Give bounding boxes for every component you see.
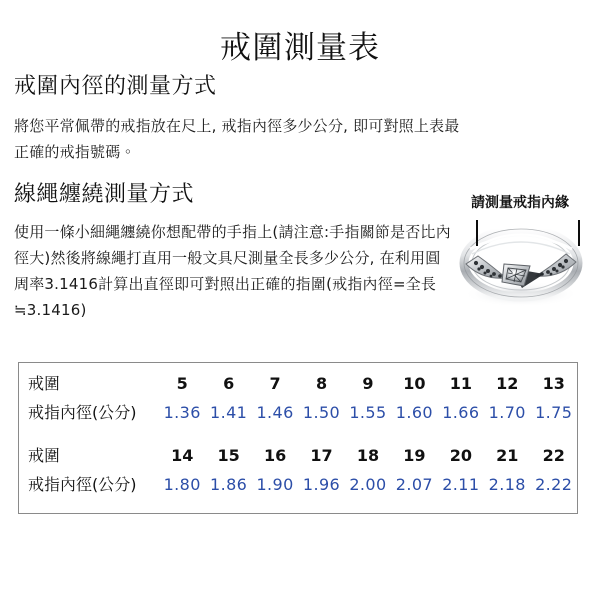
table-row	[19, 369, 577, 398]
diameter-cells	[159, 470, 577, 499]
ring-figure-caption: 請測量戒指內緣	[471, 195, 569, 211]
size-cell: 22	[542, 446, 565, 465]
section-body-string-method: 使用一條小細繩纏繞你想配帶的手指上(請注意:手指關節是否比內徑大)然後將線繩打直用一般文具尺測量全長多少公分, 在利用圓周率3.1416計算出直徑即可對照出正確的指圍(戒指內徑=全長≒3.1416)	[14, 223, 451, 319]
size-cell: 5	[176, 374, 188, 393]
diameter-cell: 2.22	[535, 475, 573, 494]
diameter-cell: 1.75	[535, 403, 573, 422]
diameter-cell: 1.41	[210, 403, 248, 422]
diameter-cell: 1.96	[302, 475, 341, 494]
table-row	[19, 470, 577, 499]
size-cell: 7	[269, 374, 281, 393]
diameter-cell: 2.00	[349, 475, 387, 494]
diameter-cell: 1.60	[395, 403, 434, 422]
size-cell: 20	[449, 446, 472, 465]
diameter-cell: 1.66	[442, 403, 480, 422]
diameter-cells	[159, 398, 577, 427]
size-cell: 21	[496, 446, 519, 465]
row-label-diameter: 戒指內徑(公分)	[28, 403, 137, 422]
size-cell: 15	[217, 446, 240, 465]
diameter-cell: 1.46	[256, 403, 294, 422]
size-cell: 8	[315, 374, 328, 393]
size-cells	[159, 369, 577, 398]
size-cell: 16	[263, 446, 287, 465]
diameter-cell: 1.90	[256, 475, 294, 494]
diameter-cell: 1.36	[163, 403, 201, 422]
diameter-cell: 1.70	[488, 403, 526, 422]
size-cell: 12	[496, 374, 519, 393]
diameter-cell: 2.18	[488, 475, 526, 494]
size-cell: 13	[542, 374, 565, 393]
row-label-size: 戒圍	[28, 374, 61, 393]
row-label-size: 戒圍	[28, 446, 61, 465]
diameter-cell: 1.80	[163, 475, 201, 494]
table-row	[19, 398, 577, 427]
size-cell: 18	[356, 446, 380, 465]
ring-size-table	[18, 362, 578, 514]
diameter-cell: 1.55	[349, 403, 387, 422]
size-cell: 14	[171, 446, 194, 465]
diameter-cell: 2.11	[442, 475, 480, 494]
section-body-inner-diameter: 將您平常佩帶的戒指放在尺上, 戒指內徑多少公分, 即可對照上表最正確的戒指號碼。	[14, 117, 460, 161]
page-title: 戒圍測量表	[220, 29, 380, 66]
section-heading-inner-diameter: 戒圍內徑的測量方式	[14, 74, 217, 100]
ring-figure	[444, 194, 596, 314]
size-cell: 6	[223, 374, 235, 393]
size-cell: 10	[403, 374, 426, 393]
size-cell: 19	[403, 446, 426, 465]
row-label-diameter: 戒指內徑(公分)	[28, 475, 137, 494]
diameter-cell: 1.50	[302, 403, 341, 422]
size-cell: 11	[449, 374, 472, 393]
ring-photo	[448, 216, 594, 312]
diameter-cell: 1.86	[210, 475, 248, 494]
measure-tick-right-icon	[578, 220, 580, 246]
size-cell: 17	[310, 446, 333, 465]
measure-tick-left-icon	[476, 220, 478, 246]
table-block-sizes-14-22	[19, 441, 577, 499]
table-row	[19, 441, 577, 470]
size-cell: 9	[362, 374, 374, 393]
diameter-cell: 2.07	[395, 475, 434, 494]
table-block-sizes-5-13	[19, 369, 577, 427]
section-heading-string-method: 線繩纏繞測量方式	[14, 182, 195, 208]
size-cells	[159, 441, 577, 470]
